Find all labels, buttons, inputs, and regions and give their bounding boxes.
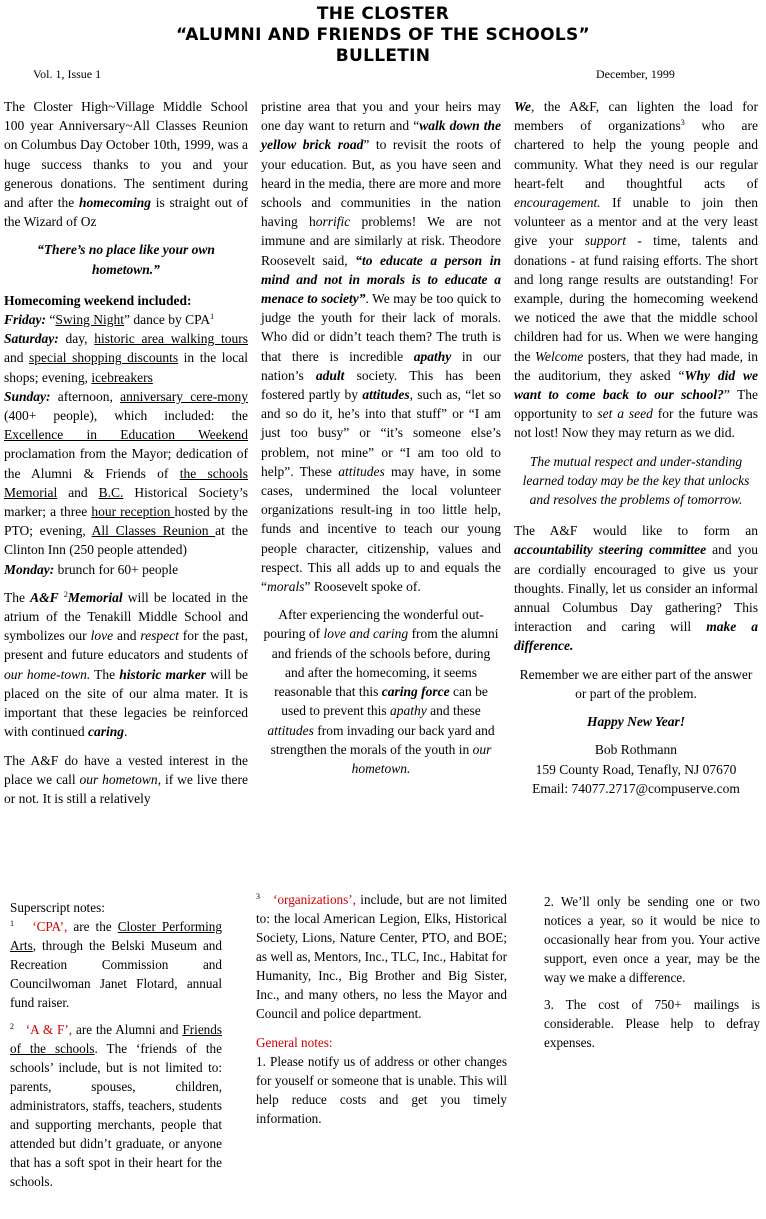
signature-block [514,740,758,798]
footnotes-column-3 [544,892,760,1060]
footnote-1: $^1$ ‘CPA’, are the Closter Performing Arts, through the Belski Museum and Recreation Commission and Councilwoman Janet Flotard, annual fund raiser. [10,919,222,1010]
caring-force-paragraph: After experiencing the wonderful out-pouring of love and caring from the alumni and friends of the schools before, during and after the homecoming, it seems reasonable that this caring force can be used to prevent this apathy and these attitudes from invading our back yard and strengthen the morals of the youth in our hometown. [263,607,499,776]
masthead-subtitle: “ALUMNI AND FRIENDS OF THE SCHOOLS” [175,25,591,45]
monday-item: Monday: brunch for 60+ people [4,561,179,577]
roosevelt-paragraph: pristine area that you and your heirs may one day want to return and “walk down the yellow brick road” to revisit the roots of your education. But, as you have seen and heard in the media, there are more and more schools and communities in the nation having horrific problems! We are not immune and are similarly at risk. Theodore Roosevelt said, “to educate a person in mind and not in morals is to educate a menace to society”. We may be too quick to judge the youth for their lack of morals. Who did or didn’t teach them? The truth is that there is incredible apathy in our nation’s adult society. This has been fostered partly by attitudes, such as, “let so and so do it, he’s into that stuff” or “I am just too busy” or “it’s someone else’s problem, not mine” or “I am too old to help”. These attitudes may have, in some cases, undermined the local volunteer organizations result-ing in too little help, funds and incentive to teach our young people character, citizenship, values and respect. This all adds up to and equals the “morals” Roosevelt spoke of. [261,99,502,595]
memorial-paragraph: The A&F $^2$Memorial will be located in the atrium of the Tenakill Middle School and symbolizes our love and respect for the past, present and future educators and students of our home-town. The historic marker will be placed on the site of our alma mater. It is important that these legacies be reinforced with continued caring. [4,589,249,740]
author-email: Email: 74077.2717@compuserve.com [532,780,740,796]
oz-quote: “There’s no place like your own hometown.” [37,242,215,277]
homecoming-list [4,291,248,579]
general-note-3: 3. The cost of 750+ mailings is considerable. Please help to defray expenses. [544,997,760,1050]
footnote-3: $^3$ ‘organizations’, include, but are not limited to: the local American Legion, Elks, Historical Society, Lions, Nature Center, PTO, and BOE; as well as, Mentors, Inc., TLC, Inc., Habitat for Humanity, Inc., Big Brother and Big Sister, Inc., and many others, no less the Mayor and Council and police department. [256,892,507,1021]
masthead [0,4,766,67]
footnotes-column-1 [10,898,222,1199]
author-name: Bob Rothmann [594,742,678,758]
general-note-1: 1. Please notify us of address or other changes for youself or someone that is unable. This will help reduce costs and get you timely information. [256,1054,507,1126]
column-2 [261,97,501,787]
column-3 [514,97,758,798]
saturday-item: Saturday: day, historic area walking tours and special shopping discounts in the local shops; evening, icebreakers [4,331,248,385]
happy-new-year: Happy New Year! [587,714,685,730]
intro-paragraph: The Closter High~Village Middle School 100 year Anniversary~All Classes Reunion on Columbus Day October 10th, 1999, was a huge success thanks to you and your generous donations. The sentiment during and after the homecoming is straight out of the Wizard of Oz [4,99,248,230]
mutual-respect-quote: The mutual respect and under-standing learned today may be the key that unlocks and resolves the problems of tomorrow. [522,453,750,508]
general-notes-heading: General notes: [256,1035,333,1050]
vested-interest-paragraph: The A&F do have a vested interest in the place we call our hometown, if we live there or not. It is still a relatively [4,752,249,806]
masthead-bulletin: BULLETIN [335,46,431,66]
superscript-notes-heading: Superscript notes: [10,900,105,915]
general-note-2: 2. We’ll only be sending one or two notices a year, so it would be nice to occasionally hear from you. Your active support, even once a year, may be the way we make a difference. [544,894,760,985]
friday-item: Friday: “Swing Night” dance by CPA$^1$ [4,312,215,328]
issue-date: December, 1999 [596,67,675,81]
homecoming-heading: Homecoming weekend included: [4,292,192,308]
steering-committee-paragraph: The A&F would like to form an accountability steering committee and you are cordially encouraged to give us your thoughts. Finally, let us consider an informal annual Columbus Day gathering? This interaction and caring will make a difference. [514,523,758,654]
author-address: 159 County Road, Tenafly, NJ 07670 [535,761,737,777]
sunday-item: Sunday: afternoon, anniversary cere-mony (400+ people), which included: the Excellence in Education Weekend proclamation from the Mayor; dedication of the Alumni & Friends of the schools Memorial and B.C. Historical Society’s marker; a three hour reception hosted by the PTO; evening, All Classes Reunion at the Clinton Inn (250 people attended) [4,388,249,558]
masthead-title: THE CLOSTER [316,4,450,24]
we-af-paragraph: We, the A&F, can lighten the load for members of organizations$^3$ who are chartered to help the young people and community. What they need is our regular heart-felt and thoughtful acts of encouragement. If unable to join then volunteer as a mentor and at the very least give your support - time, talents and donations - at fund raising efforts. The short and long range results are outstanding! For example, during the homecoming weekend we noticed the awe that the middle school children had for us. When we were hanging the Welcome posters, that they had made, in the auditorium, they asked “Why did we want to come back to our school?” The opportunity to set a seed for the future was not lost! Now they may return as we did. [514,99,759,441]
volume-issue: Vol. 1, Issue 1 [33,67,102,81]
remember-line: Remember we are either part of the answer or part of the problem. [519,666,753,701]
footnote-2: $^2$ ‘A & F’, are the Alumni and Friends of the schools. The ‘friends of the schools’ include, but is not limited to: parents, spouses, children, administrators, staffs, teachers, students and supporting merchants, people that attended but didn’t graduate, or anyone that has a soft spot in their heart for the schools. [10,1022,222,1189]
footnotes-column-2 [256,890,507,1136]
column-1 [4,97,248,817]
